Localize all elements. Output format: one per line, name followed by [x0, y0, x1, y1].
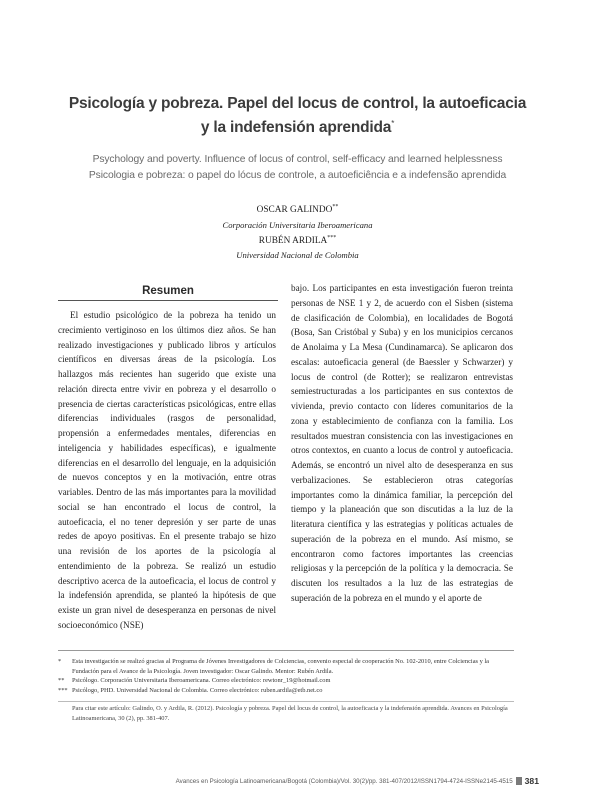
author-footnote-marker: ***: [327, 235, 337, 241]
footnote: * Esta investigación se realizó gracias al Programa de Jóvenes Investigadores de Colciencias, convenio especial de cooperación No. 102-2010, entre Colciencias y la Fundación para el Avance de la Psicología. Joven investigador: Oscar Galindo. Mentor: Rubén Ardila.: [58, 658, 490, 675]
footnote: ** Psicólogo. Corporación Universitaria Iberoamericana. Correo electrónico: rewtonr_19@hotmail.com: [58, 677, 331, 684]
page-number: 381: [524, 776, 539, 786]
portuguese-title: Psicologia e pobreza: o papel do lócus de controle, a autoeficiência e a indefensão aprendida: [88, 170, 507, 181]
footnotes: [58, 657, 514, 695]
journal-info: Avances en Psicología Latinoamericana/Bogotá (Colombia)/Vol. 30(2)/pp. 381-407/2012/ISSN1794-4724-ISSNe2145-4515: [175, 777, 513, 785]
abstract-left-column: El estudio psicológico de la pobreza ha tenido un crecimiento vertiginoso en los últimos diez años. Se han realizado investigaciones y publicado libros y artículos científicos en diversas áreas de la psicología. Los hallazgos más recientes han sugerido que existe una relación directa entre vivir en pobreza y el desarrollo o presencia de ciertas características psicológicas, entre ellas diferencias individuales (rasgos de personalidad, propensión a enfermedades mentales, diferencias en inteligencia y habilidades específicas), e igualmente diferencias en el desarrollo del lenguaje, en la adquisición de nuevos conceptos y en la motivación, entre otras variables. Dentro de las más importantes para la movilidad social se han encontrado el locus de control, la autoeficacia, el no tener depresión y ser parte de unas redes de apoyo positivas. En el presente trabajo se hizo una revisión de los aportes de la psicología al entendimiento de la pobreza. Se realizó un estudio descriptivo acerca de la autoeficacia, el locus de control y la indefensión aprendida, se planteó la hipótesis de que existe un gran nivel de desesperanza en personas de nivel socioeconómico (NSE): [58, 310, 276, 630]
english-title: Psychology and poverty. Influence of locus of control, self-efficacy and learned helplessness: [92, 154, 503, 165]
article-title-line2: y la indefensión aprendida: [200, 118, 392, 136]
author-name: RUBÉN ARDILA***: [258, 235, 337, 247]
abstract-heading: Resumen: [142, 285, 194, 297]
citation-divider: [58, 701, 514, 702]
author-affiliation: Universidad Nacional de Colombia: [236, 250, 359, 260]
article-title-line1: Psicología y pobreza. Papel del locus de control, la autoeficacia: [68, 95, 527, 112]
citation-note: Para citar este artículo: Galindo, O. y Ardila, R. (2012). Psicología y pobreza. Papel del locus de control, la autoeficacia y la indefensión aprendida. Avances en Psicología Latinoamericana, 30 (2), pp. 381-407.: [72, 705, 508, 722]
footnote: *** Psicólogo, PHD. Universidad Nacional de Colombia. Correo electrónico: ruben.ardila@etb.net.co: [58, 686, 323, 694]
page-footer: [176, 776, 539, 786]
article-title: [40, 94, 555, 137]
footnote-divider: [58, 650, 514, 651]
abstract-right-column: bajo. Los participantes en esta investigación fueron treinta personas de NSE 1 y 2, de acuerdo con el Sisben (sistema de clasificación de Colombia), en localidades de Bogotá (Bosa, San Cristóbal y Suba) y en los municipios cercanos de Anolaima y La Mesa (Cundinamarca). Se aplicaron dos escalas: autoeficacia general (de Baessler y Schwarzer) y locus de control (de Rotter); se realizaron entrevistas semiestructuradas a los participantes en sus contextos de vivienda, previo contacto con líderes comunitarios de la zona y establecimiento de confianza con la familia. Los resultados muestran consistencia con las investigaciones en otros contextos, en cuanto a locus de control y autoeficacia. Además, se encontró un nivel alto de desesperanza en sus verbalizaciones. Se establecieron otras categorías importantes como la dinámica familiar, la percepción del tiempo y la planeación que son discutidas a la luz de la literatura científica y las estrategias y políticas actuales de superación de la pobreza en el mundo. Así mismo, se encontraron como factores importantes las creencias religiosas y la percepción de la política y la democracia. Se discuten los resultados a la luz de las estrategias de superación de la pobreza en el mundo y el aporte de: [291, 283, 513, 603]
author-footnote-marker: **: [332, 204, 339, 210]
author-affiliation: Corporación Universitaria Iberoamericana: [222, 220, 373, 230]
abstract-heading-rule: [58, 300, 278, 301]
footer-bar-icon: [516, 777, 522, 785]
title-footnote-marker: *: [391, 118, 395, 128]
author-name: OSCAR GALINDO**: [256, 204, 339, 216]
